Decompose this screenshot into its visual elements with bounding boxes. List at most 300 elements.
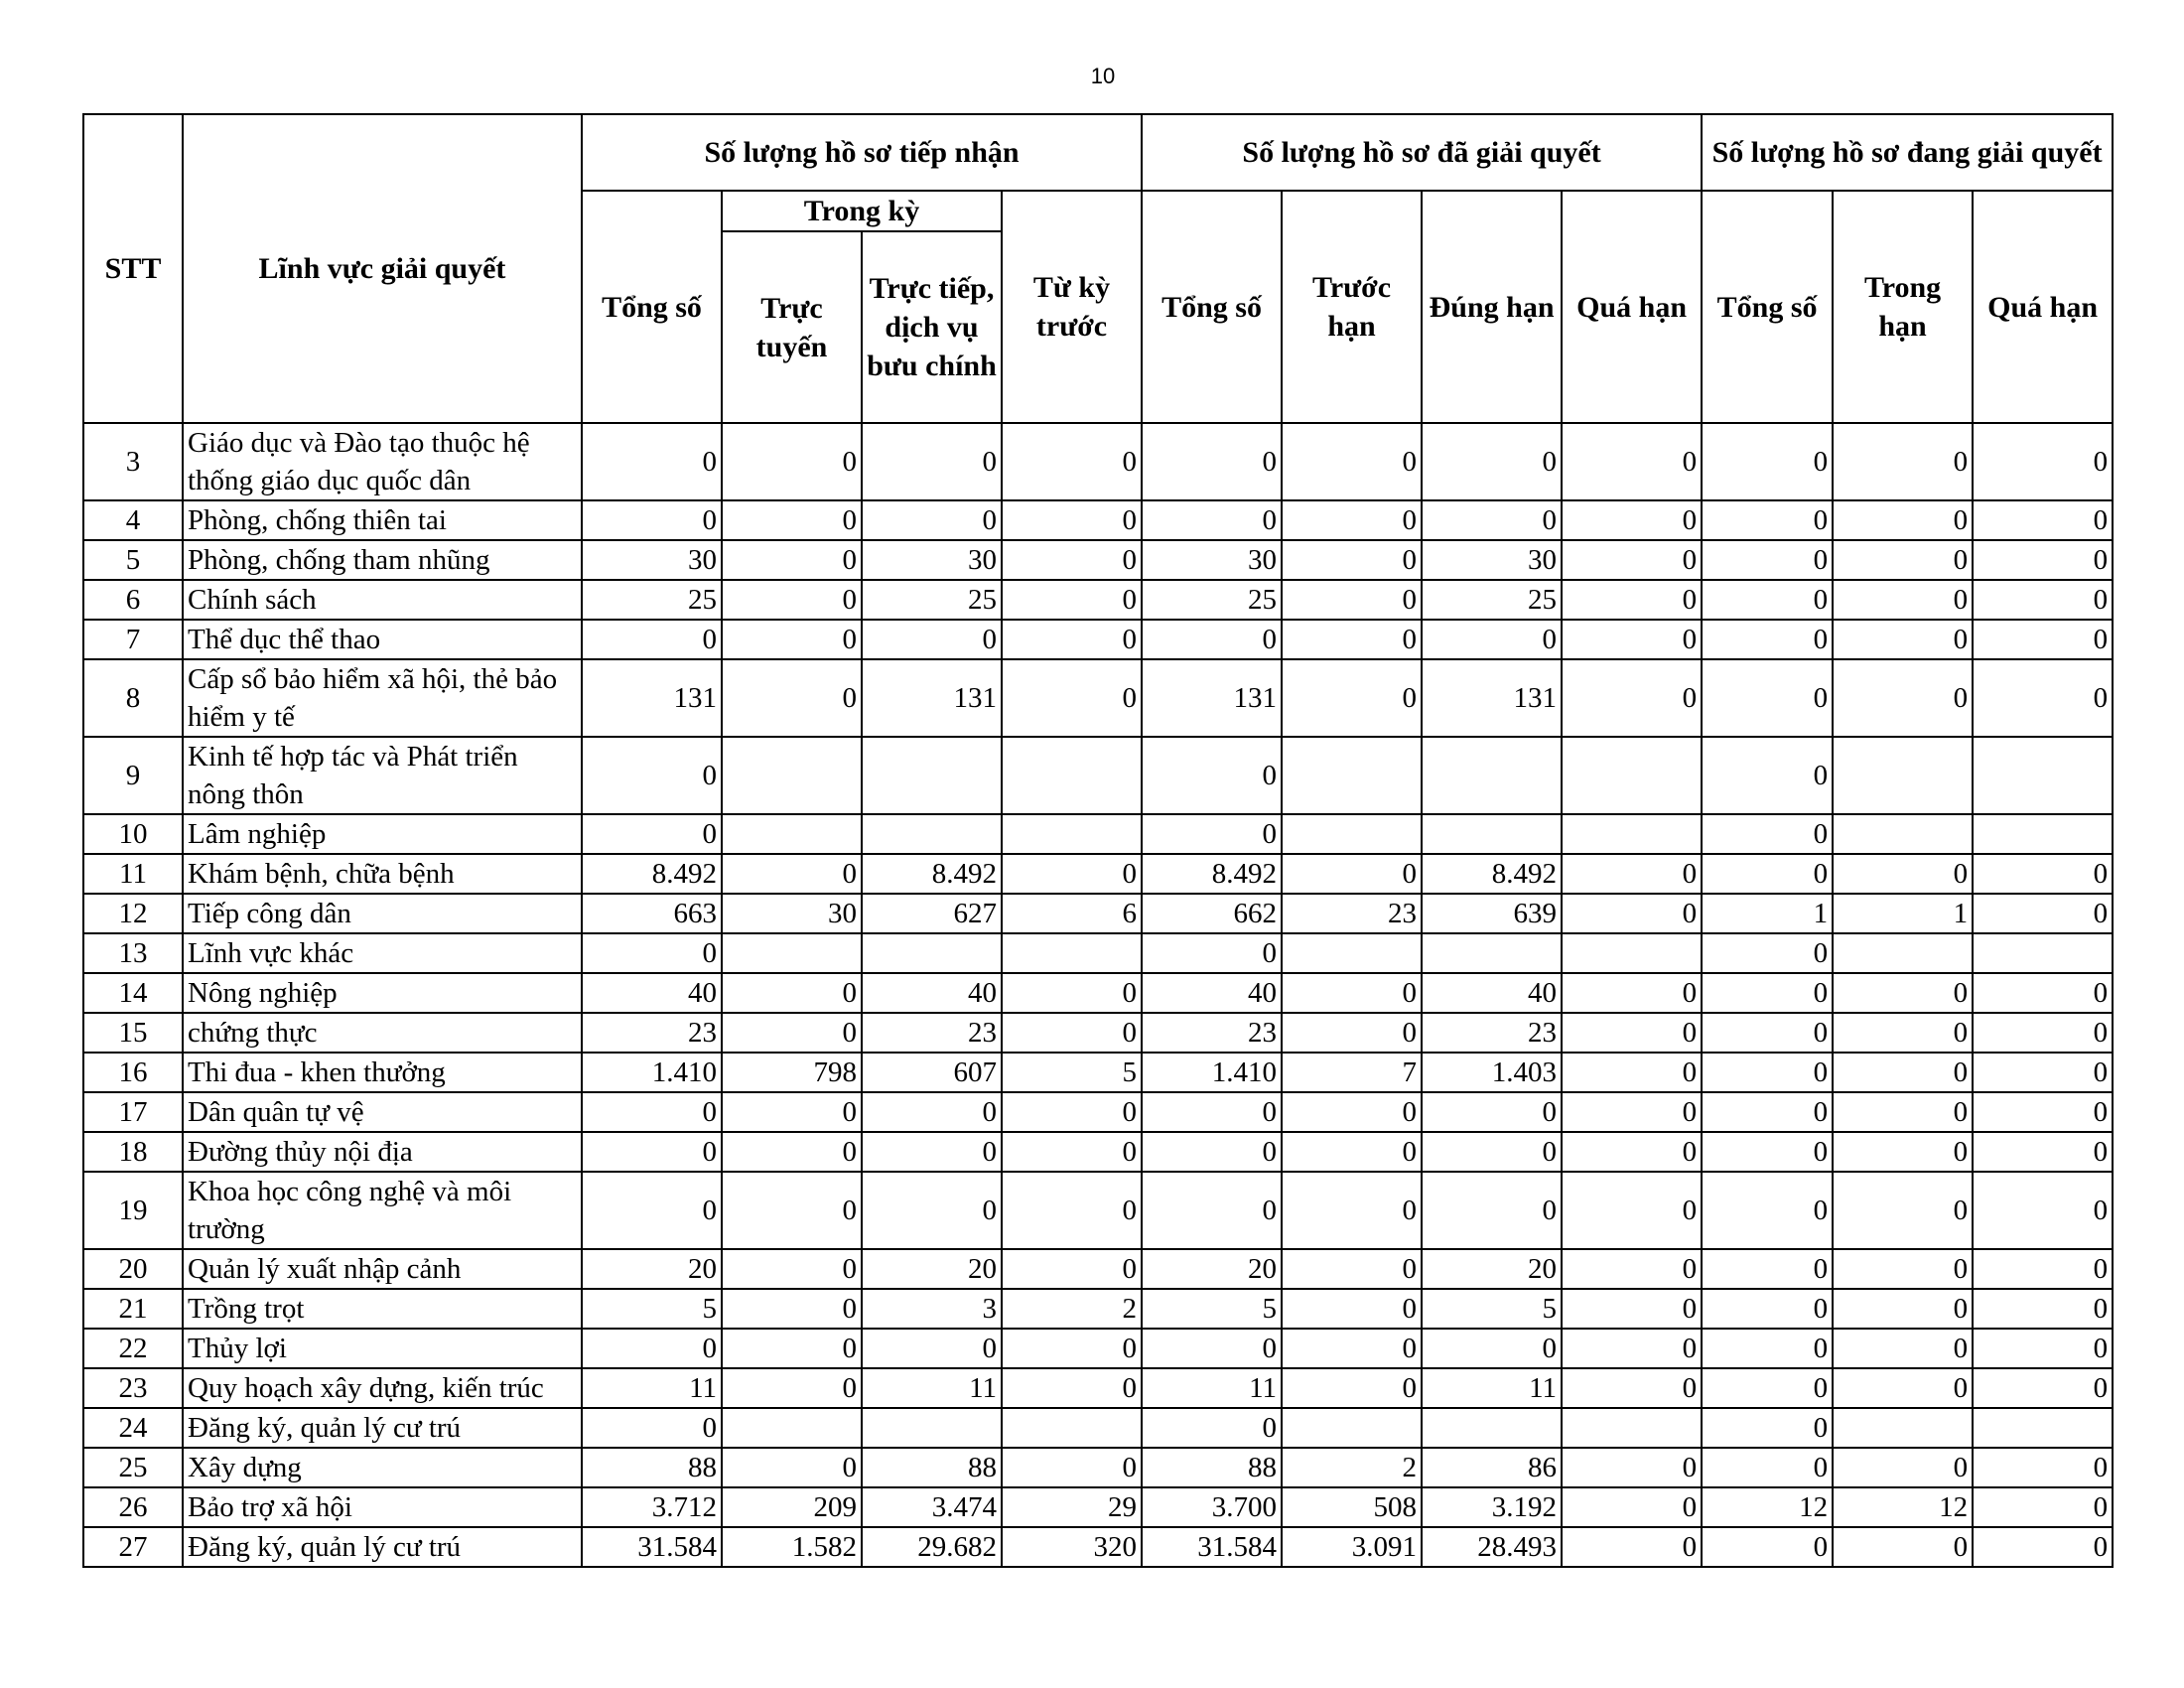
row-value: 29.682 (862, 1527, 1002, 1567)
row-value: 1.410 (582, 1053, 722, 1092)
row-value: 0 (862, 1132, 1002, 1172)
row-stt: 11 (83, 854, 183, 894)
row-value: 0 (722, 423, 862, 500)
row-value: 0 (1833, 1013, 1973, 1053)
row-stt: 13 (83, 933, 183, 973)
row-value (1833, 737, 1973, 814)
header-stt: STT (83, 114, 183, 423)
row-value: 0 (722, 1329, 862, 1368)
row-value (722, 737, 862, 814)
row-value: 11 (1422, 1368, 1562, 1408)
row-value: 1.410 (1142, 1053, 1282, 1092)
header-pending-total: Tổng số (1702, 191, 1833, 423)
row-value: 0 (862, 620, 1002, 659)
header-received-total: Tổng số (582, 191, 722, 423)
row-value: 8.492 (1142, 854, 1282, 894)
row-value: 88 (862, 1448, 1002, 1487)
row-value: 0 (1562, 1092, 1702, 1132)
header-pending-overdue: Quá hạn (1973, 191, 2113, 423)
table-row (83, 1172, 2113, 1249)
row-value: 8.492 (1422, 854, 1562, 894)
row-value: 25 (1142, 580, 1282, 620)
row-value: 0 (582, 1092, 722, 1132)
row-field: Đăng ký, quản lý cư trú (183, 1408, 582, 1448)
row-value (1973, 737, 2113, 814)
row-value: 0 (862, 1329, 1002, 1368)
table-body (83, 423, 2113, 1567)
row-field: Chính sách (183, 580, 582, 620)
header-on-time: Đúng hạn (1422, 191, 1562, 423)
row-value: 30 (722, 894, 862, 933)
row-value: 0 (1973, 894, 2113, 933)
row-stt: 15 (83, 1013, 183, 1053)
row-value: 0 (1973, 500, 2113, 540)
row-stt: 7 (83, 620, 183, 659)
row-value: 320 (1002, 1527, 1142, 1567)
row-value: 0 (1973, 1448, 2113, 1487)
row-value: 23 (582, 1013, 722, 1053)
row-field: Xây dựng (183, 1448, 582, 1487)
row-value: 0 (1562, 894, 1702, 933)
row-value: 30 (582, 540, 722, 580)
row-value: 40 (1142, 973, 1282, 1013)
row-value: 0 (1422, 1172, 1562, 1249)
row-value: 0 (1002, 1249, 1142, 1289)
row-value: 5 (1002, 1053, 1142, 1092)
row-value (1002, 1408, 1142, 1448)
row-field: Trồng trọt (183, 1289, 582, 1329)
row-value: 0 (1973, 854, 2113, 894)
row-value: 0 (1002, 620, 1142, 659)
table-row (83, 1053, 2113, 1092)
row-value: 6 (1002, 894, 1142, 933)
row-value: 31.584 (582, 1527, 722, 1567)
row-value: 0 (1833, 580, 1973, 620)
row-value: 0 (1562, 1172, 1702, 1249)
row-value: 0 (1422, 620, 1562, 659)
row-value: 0 (1282, 1249, 1422, 1289)
row-value: 0 (1002, 423, 1142, 500)
row-value: 0 (1002, 1368, 1142, 1408)
row-field: Lĩnh vực khác (183, 933, 582, 973)
row-value (1422, 933, 1562, 973)
row-value (862, 933, 1002, 973)
row-value: 29 (1002, 1487, 1142, 1527)
row-value: 20 (862, 1249, 1002, 1289)
row-value: 607 (862, 1053, 1002, 1092)
row-value: 0 (1702, 1329, 1833, 1368)
row-field: Phòng, chống tham nhũng (183, 540, 582, 580)
row-field: Lâm nghiệp (183, 814, 582, 854)
header-pending: Số lượng hồ sơ đang giải quyết (1702, 114, 2113, 191)
header-overdue: Quá hạn (1562, 191, 1702, 423)
row-value: 0 (1142, 1092, 1282, 1132)
row-value: 11 (582, 1368, 722, 1408)
row-value: 0 (1002, 854, 1142, 894)
row-stt: 22 (83, 1329, 183, 1368)
row-value: 0 (862, 1172, 1002, 1249)
row-value: 25 (862, 580, 1002, 620)
row-value: 0 (1833, 1172, 1973, 1249)
row-field: Thi đua - khen thưởng (183, 1053, 582, 1092)
row-value: 0 (722, 1172, 862, 1249)
row-value: 0 (582, 1408, 722, 1448)
row-value: 20 (582, 1249, 722, 1289)
row-value: 0 (1702, 1289, 1833, 1329)
row-value: 0 (1562, 1249, 1702, 1289)
row-value (1422, 814, 1562, 854)
row-value: 0 (1422, 1092, 1562, 1132)
row-value: 0 (1562, 580, 1702, 620)
row-value: 0 (862, 500, 1002, 540)
row-field: Kinh tế hợp tác và Phát triển nông thôn (183, 737, 582, 814)
table-row (83, 1329, 2113, 1368)
row-value (722, 1408, 862, 1448)
row-value: 0 (1973, 973, 2113, 1013)
row-value: 0 (1282, 1172, 1422, 1249)
row-value: 131 (1422, 659, 1562, 737)
row-value: 0 (1002, 540, 1142, 580)
row-value: 2 (1002, 1289, 1142, 1329)
row-value (1833, 1408, 1973, 1448)
table-row (83, 1132, 2113, 1172)
row-value: 0 (1702, 1172, 1833, 1249)
row-stt: 25 (83, 1448, 183, 1487)
row-value: 0 (722, 973, 862, 1013)
row-value: 20 (1422, 1249, 1562, 1289)
row-value: 508 (1282, 1487, 1422, 1527)
row-value: 0 (1142, 620, 1282, 659)
row-stt: 20 (83, 1249, 183, 1289)
row-value: 0 (1973, 1368, 2113, 1408)
row-value: 12 (1702, 1487, 1833, 1527)
row-stt: 23 (83, 1368, 183, 1408)
table-row (83, 1249, 2113, 1289)
row-stt: 5 (83, 540, 183, 580)
row-value: 23 (1282, 894, 1422, 933)
row-value: 3.700 (1142, 1487, 1282, 1527)
row-value: 663 (582, 894, 722, 933)
row-stt: 10 (83, 814, 183, 854)
row-value: 0 (722, 854, 862, 894)
row-field: Thủy lợi (183, 1329, 582, 1368)
row-field: Đường thủy nội địa (183, 1132, 582, 1172)
row-value: 1 (1702, 894, 1833, 933)
table-row (83, 1013, 2113, 1053)
row-value: 0 (1833, 1092, 1973, 1132)
row-value: 0 (1282, 423, 1422, 500)
row-value: 0 (582, 500, 722, 540)
row-value: 20 (1142, 1249, 1282, 1289)
row-value: 0 (1142, 1408, 1282, 1448)
row-value: 0 (1562, 1329, 1702, 1368)
row-value (722, 814, 862, 854)
row-field: Khám bệnh, chữa bệnh (183, 854, 582, 894)
row-value: 0 (1282, 580, 1422, 620)
table-row (83, 580, 2113, 620)
row-value (1002, 737, 1142, 814)
row-value: 0 (1973, 423, 2113, 500)
row-value: 0 (582, 737, 722, 814)
row-value (1282, 737, 1422, 814)
row-value: 11 (1142, 1368, 1282, 1408)
header-before-deadline: Trước hạn (1282, 191, 1422, 423)
row-value (1973, 1408, 2113, 1448)
row-field: Tiếp công dân (183, 894, 582, 933)
row-value: 0 (1562, 1487, 1702, 1527)
row-value: 0 (1282, 1132, 1422, 1172)
row-field: Cấp sổ bảo hiểm xã hội, thẻ bảo hiểm y tế (183, 659, 582, 737)
row-value: 8.492 (582, 854, 722, 894)
row-value: 0 (1422, 500, 1562, 540)
row-value: 0 (1562, 423, 1702, 500)
table-row (83, 737, 2113, 814)
row-value: 0 (1973, 1289, 2113, 1329)
row-value: 0 (1282, 1092, 1422, 1132)
row-value: 0 (1833, 1368, 1973, 1408)
row-value: 0 (1142, 1329, 1282, 1368)
row-value: 0 (1282, 500, 1422, 540)
row-value: 0 (1833, 620, 1973, 659)
row-value: 0 (1002, 659, 1142, 737)
row-value: 209 (722, 1487, 862, 1527)
row-value: 0 (722, 659, 862, 737)
row-value: 0 (1142, 1132, 1282, 1172)
row-value: 0 (1702, 1132, 1833, 1172)
row-value: 0 (1002, 500, 1142, 540)
header-within-deadline: Trong hạn (1833, 191, 1973, 423)
row-value (1973, 814, 2113, 854)
row-value: 0 (1562, 1289, 1702, 1329)
row-value (1422, 1408, 1562, 1448)
row-value: 5 (1422, 1289, 1562, 1329)
row-value: 0 (1702, 1408, 1833, 1448)
row-value: 0 (1973, 580, 2113, 620)
row-value: 0 (1002, 580, 1142, 620)
row-value: 5 (582, 1289, 722, 1329)
row-value: 0 (1702, 973, 1833, 1013)
row-field: chứng thực (183, 1013, 582, 1053)
table-row (83, 1289, 2113, 1329)
row-value (862, 814, 1002, 854)
row-value: 0 (1702, 423, 1833, 500)
row-value (1002, 933, 1142, 973)
row-value: 0 (1002, 1172, 1142, 1249)
row-value (1562, 737, 1702, 814)
header-resolved: Số lượng hồ sơ đã giải quyết (1142, 114, 1702, 191)
row-value: 0 (1833, 1448, 1973, 1487)
row-value: 23 (862, 1013, 1002, 1053)
row-field: Bảo trợ xã hội (183, 1487, 582, 1527)
row-value: 0 (582, 423, 722, 500)
row-value (1833, 933, 1973, 973)
row-value: 0 (1973, 659, 2113, 737)
row-value: 0 (722, 1249, 862, 1289)
row-value: 0 (582, 620, 722, 659)
table-row (83, 814, 2113, 854)
row-value: 0 (582, 1132, 722, 1172)
row-value: 0 (1282, 1368, 1422, 1408)
row-value (1562, 814, 1702, 854)
row-value: 31.584 (1142, 1527, 1282, 1567)
row-value: 40 (582, 973, 722, 1013)
row-value: 0 (1973, 1329, 2113, 1368)
table-row (83, 1368, 2113, 1408)
row-value: 131 (1142, 659, 1282, 737)
row-value: 131 (862, 659, 1002, 737)
row-stt: 17 (83, 1092, 183, 1132)
row-value: 1.403 (1422, 1053, 1562, 1092)
row-value: 0 (1002, 1013, 1142, 1053)
row-value: 0 (1282, 659, 1422, 737)
row-value: 0 (862, 423, 1002, 500)
row-value: 0 (722, 1448, 862, 1487)
row-value: 0 (1562, 854, 1702, 894)
row-value: 7 (1282, 1053, 1422, 1092)
row-value: 0 (1422, 1132, 1562, 1172)
row-value: 25 (1422, 580, 1562, 620)
table-row (83, 854, 2113, 894)
row-value: 0 (1833, 1053, 1973, 1092)
row-value: 0 (1833, 1527, 1973, 1567)
table-row (83, 620, 2113, 659)
row-value: 8.492 (862, 854, 1002, 894)
row-value: 11 (862, 1368, 1002, 1408)
row-field: Dân quân tự vệ (183, 1092, 582, 1132)
row-value: 0 (1702, 1092, 1833, 1132)
row-value: 0 (722, 1368, 862, 1408)
table-row (83, 894, 2113, 933)
row-value: 0 (1702, 854, 1833, 894)
row-value: 0 (582, 1329, 722, 1368)
row-value: 0 (1973, 1013, 2113, 1053)
row-value: 86 (1422, 1448, 1562, 1487)
row-field: Nông nghiệp (183, 973, 582, 1013)
row-value: 30 (862, 540, 1002, 580)
table-row (83, 1408, 2113, 1448)
row-value: 30 (1142, 540, 1282, 580)
row-value: 0 (1702, 620, 1833, 659)
row-value: 0 (1562, 1368, 1702, 1408)
row-value: 0 (1973, 1132, 2113, 1172)
row-value (862, 1408, 1002, 1448)
row-value: 0 (1002, 1448, 1142, 1487)
records-table (82, 113, 2114, 1568)
table-row (83, 659, 2113, 737)
row-stt: 26 (83, 1487, 183, 1527)
row-value: 0 (722, 500, 862, 540)
row-value: 0 (1562, 1053, 1702, 1092)
row-value: 0 (1562, 500, 1702, 540)
row-field: Quản lý xuất nhập cảnh (183, 1249, 582, 1289)
row-value: 627 (862, 894, 1002, 933)
row-value: 0 (1702, 500, 1833, 540)
row-value: 0 (1562, 1448, 1702, 1487)
row-value: 0 (1282, 1013, 1422, 1053)
table-row (83, 1487, 2113, 1527)
row-field: Khoa học công nghệ và môi trường (183, 1172, 582, 1249)
row-value: 0 (722, 1132, 862, 1172)
row-value: 0 (1562, 620, 1702, 659)
row-value: 0 (1142, 814, 1282, 854)
row-value: 639 (1422, 894, 1562, 933)
row-value: 0 (1702, 540, 1833, 580)
row-stt: 14 (83, 973, 183, 1013)
row-value: 0 (722, 620, 862, 659)
row-value: 0 (1833, 659, 1973, 737)
row-value (1282, 1408, 1422, 1448)
row-value: 25 (582, 580, 722, 620)
row-value: 30 (1422, 540, 1562, 580)
row-value: 0 (1562, 1527, 1702, 1567)
row-value: 0 (1833, 540, 1973, 580)
row-value: 0 (1702, 737, 1833, 814)
row-value: 0 (1702, 1448, 1833, 1487)
table-row (83, 423, 2113, 500)
row-value: 88 (582, 1448, 722, 1487)
row-value: 662 (1142, 894, 1282, 933)
row-value: 0 (1973, 1053, 2113, 1092)
row-value: 0 (1702, 1249, 1833, 1289)
row-value: 0 (1702, 580, 1833, 620)
row-value: 0 (1282, 620, 1422, 659)
row-value: 0 (1142, 737, 1282, 814)
row-value: 3.192 (1422, 1487, 1562, 1527)
row-value (1002, 814, 1142, 854)
row-value: 0 (1282, 1329, 1422, 1368)
row-value: 131 (582, 659, 722, 737)
row-value: 798 (722, 1053, 862, 1092)
row-value: 0 (1702, 1053, 1833, 1092)
row-value: 0 (1142, 423, 1282, 500)
row-field: Thể dục thể thao (183, 620, 582, 659)
row-value: 0 (1973, 1172, 2113, 1249)
row-value: 0 (1833, 1289, 1973, 1329)
header-resolved-total: Tổng số (1142, 191, 1282, 423)
row-value: 2 (1282, 1448, 1422, 1487)
row-value: 0 (1702, 1013, 1833, 1053)
row-value (1833, 814, 1973, 854)
row-value: 0 (1702, 814, 1833, 854)
row-value: 12 (1833, 1487, 1973, 1527)
row-value: 0 (1002, 1329, 1142, 1368)
row-value: 0 (1142, 933, 1282, 973)
row-value: 0 (722, 1013, 862, 1053)
row-value: 0 (1973, 620, 2113, 659)
table-header (83, 114, 2113, 423)
row-stt: 3 (83, 423, 183, 500)
row-value (1282, 933, 1422, 973)
row-value: 0 (1833, 973, 1973, 1013)
row-value: 1.582 (722, 1527, 862, 1567)
row-value: 23 (1422, 1013, 1562, 1053)
row-value: 0 (1562, 1132, 1702, 1172)
row-field: Giáo dục và Đào tạo thuộc hệ thống giáo dục quốc dân (183, 423, 582, 500)
row-value (862, 737, 1002, 814)
row-value: 88 (1142, 1448, 1282, 1487)
table-row (83, 973, 2113, 1013)
row-value: 40 (1422, 973, 1562, 1013)
row-value: 0 (722, 1092, 862, 1132)
row-value: 0 (1562, 973, 1702, 1013)
row-value: 0 (1702, 659, 1833, 737)
header-field: Lĩnh vực giải quyết (183, 114, 582, 423)
row-value: 0 (1833, 1249, 1973, 1289)
row-value: 0 (1562, 1013, 1702, 1053)
row-stt: 9 (83, 737, 183, 814)
row-value: 0 (1422, 1329, 1562, 1368)
row-stt: 4 (83, 500, 183, 540)
